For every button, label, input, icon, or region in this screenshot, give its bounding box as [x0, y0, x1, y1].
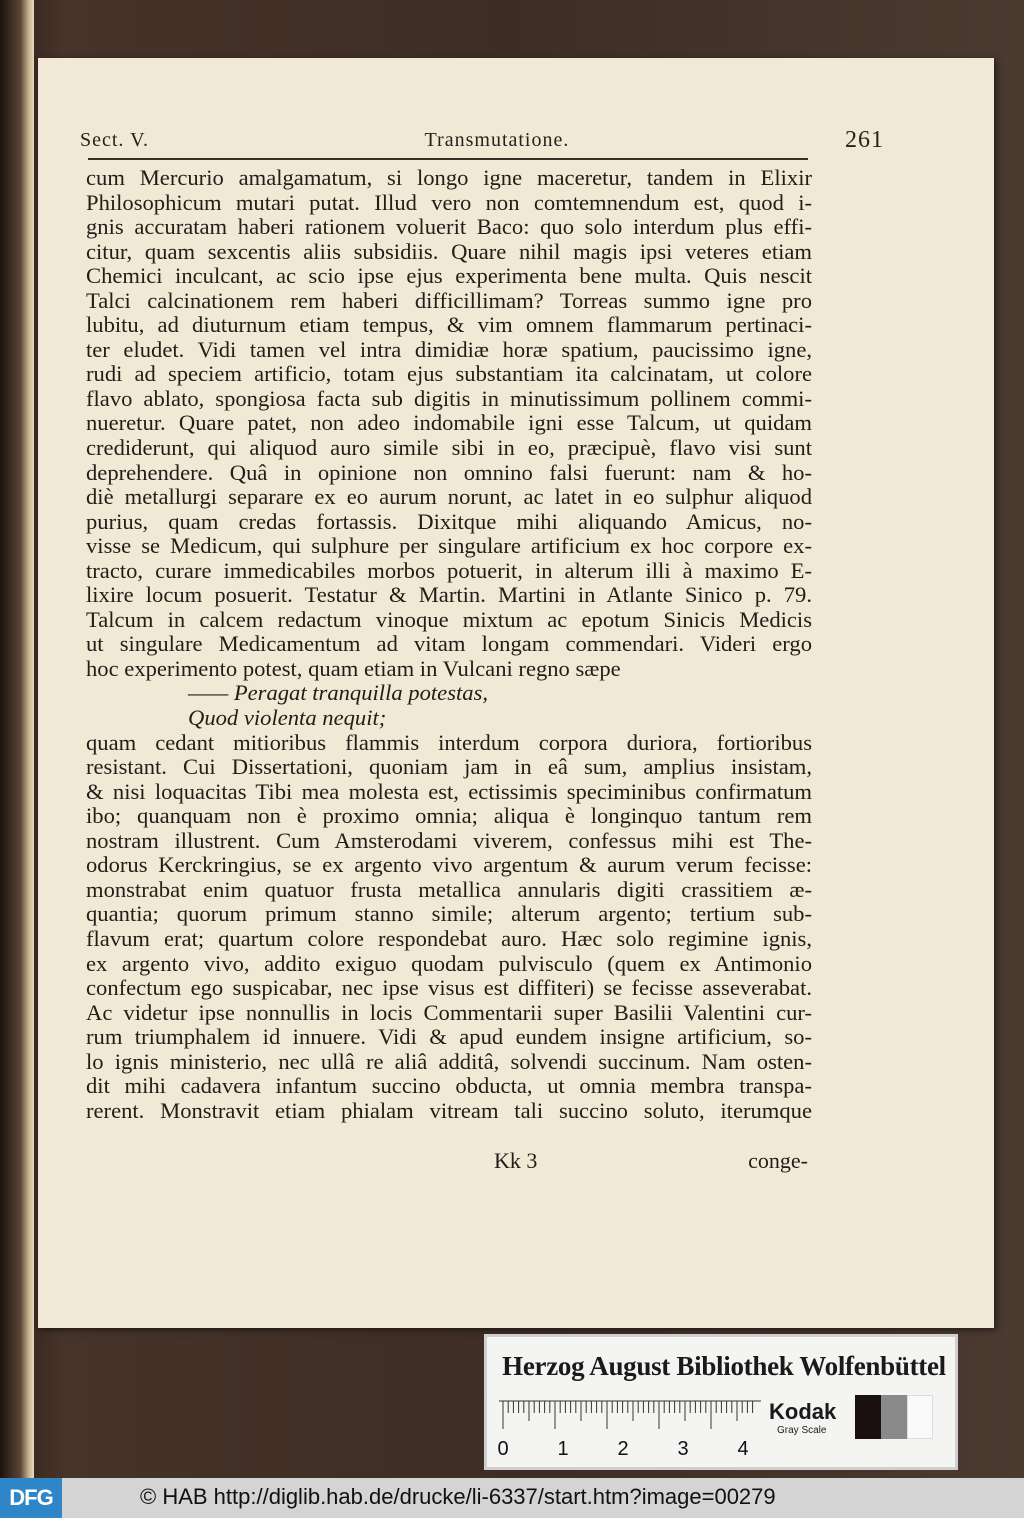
- text-line: rerent. Monstravit etiam phialam vitream tali succino soluto, iterumque: [86, 1097, 812, 1123]
- gray-patch-dark: [881, 1395, 907, 1439]
- header-title: Transmutatione.: [424, 128, 570, 151]
- text-line: visse se Medicum, qui sulphure per singulare artificium ex hoc corpore ex-: [86, 533, 812, 559]
- scale-number: 1: [557, 1438, 569, 1460]
- scale-number: 2: [617, 1438, 629, 1460]
- text-line: resistant. Cui Dissertationi, quoniam jam in eâ sum, amplius insistam,: [86, 754, 812, 780]
- text-line: Chemici inculcant, ac scio ipse ejus experimenta bene multa. Quis nescit: [86, 263, 812, 289]
- verse-line: Quod violenta nequit;: [188, 705, 387, 731]
- text-line: ibo; quanquam non è proximo omnia; aliqua è longinquo tantum rem: [86, 803, 812, 829]
- text-line: ex argento vivo, addito exiguo quodam pulvisculo (quem ex Antimonio: [86, 950, 812, 976]
- text-line: lubitu, ad diuturnum etiam tempus, & vim omnem flammarum pertinaci-: [86, 312, 812, 338]
- header-rule: [88, 158, 808, 160]
- page-footer: [86, 1148, 812, 1174]
- viewer-footer: [0, 1478, 1024, 1518]
- text-line: Philosophicum mutari putat. Illud vero non comtemnendum est, quod i-: [86, 189, 812, 215]
- library-color-plate: [484, 1334, 958, 1470]
- scale-number: 4: [737, 1438, 749, 1460]
- text-line: tracto, curare immedicabiles morbos potuerit, in alterum illi à maximo E-: [86, 557, 812, 583]
- copyright-link[interactable]: © HAB http://diglib.hab.de/drucke/li-6337/start.htm?image=00279: [140, 1484, 776, 1509]
- text-line: cum Mercurio amalgamatum, si longo igne maceretur, tandem in Elixir: [86, 165, 812, 190]
- kodak-logo: Kodak: [769, 1399, 837, 1424]
- text-line: Ac videtur ipse nonnullis in locis Commentarii super Basilii Valentini cur-: [86, 999, 812, 1025]
- text-line: nueretur. Quare patet, non adeo indomabile igni esse Talcum, ut quidam: [86, 410, 812, 436]
- gray-patch-light: [907, 1395, 933, 1439]
- text-line: flavo ablato, spongiosa facta sub digitis in minutissimum pollinem commi-: [86, 385, 812, 411]
- text-line: rum triumphalem id innuere. Vidi & apud eundem insigne artificium, so-: [86, 1024, 812, 1050]
- text-line: Talci calcinationem rem haberi difficillimam? Torreas summo igne pro: [86, 287, 812, 313]
- text-line: odorus Kerckringius, se ex argento vivo argentum & aurum verum fecisse:: [86, 852, 812, 878]
- signature-mark: Kk 3: [494, 1148, 538, 1173]
- page-number: 261: [844, 126, 884, 153]
- text-line: deprehendere. Quâ in opinione non omnino falsi fuerunt: nam & ho-: [86, 459, 812, 485]
- book-edge: [0, 0, 34, 1478]
- text-line: lixire locum posuerit. Testatur & Martin. Martini in Atlante Sinico p. 79.: [86, 582, 812, 608]
- dfg-logo[interactable]: DFG: [0, 1478, 62, 1518]
- text-line: citur, quam sexcentis aliis subsidiis. Quare nihil magis ipsi veteres etiam: [86, 238, 812, 264]
- text-line: crediderunt, qui aliquod auro simile sibi in eo, præcipuè, flavo visi sunt: [86, 435, 812, 461]
- text-line: purius, quam credas fortassis. Dixitque mihi aliquando Amicus, no-: [86, 508, 812, 534]
- ruler-scale: [499, 1397, 761, 1461]
- text-line: confectum ego suspicabar, nec ipse visus est diffiteri) se fecisse asseverabat.: [86, 975, 812, 1001]
- text-line: monstrabat enim quatuor frusta metallica annularis digiti crassitiem æ-: [86, 876, 812, 902]
- gray-patch-black: [855, 1395, 881, 1439]
- text-line: rudi ad speciem artificio, totam ejus substantiam ita calcinatam, ut colore: [86, 361, 812, 387]
- text-line: Talcum in calcem redactum vinoque mixtum ac epotum Sinicis Medicis: [86, 606, 812, 632]
- text-line: quam cedant mitioribus flammis interdum corpora duriora, fortioribus: [86, 729, 812, 755]
- library-name: Herzog August Bibliothek Wolfenbüttel: [502, 1351, 946, 1381]
- text-line: lo ignis ministerio, nec ullâ re aliâ additâ, solvendi succinum. Nam osten-: [86, 1048, 812, 1074]
- text-line: gnis accuratam haberi rationem voluerit Baco: quo solo interdum plus effi-: [86, 214, 812, 240]
- text-line: diè metallurgi separare ex eo aurum norunt, ac latet in eo sulphur aliquod: [86, 484, 812, 510]
- scale-number: 3: [677, 1438, 689, 1460]
- header-section: Sect. V.: [80, 128, 149, 151]
- text-line: dit mihi cadavera infantum succino obducta, ut omnia membra transpa-: [86, 1073, 812, 1099]
- catchword: conge-: [748, 1148, 808, 1173]
- body-text: [86, 166, 812, 1123]
- text-line: ut singulare Medicamentum ad vitam longam commendari. Videri ergo: [86, 631, 812, 657]
- kodak-subtitle: Gray Scale: [777, 1425, 827, 1436]
- scale-number: 0: [497, 1438, 509, 1460]
- text-line: & nisi loquacitas Tibi mea molesta est, ectissimis speciminibus confirmatum: [86, 778, 812, 804]
- text-line: nostram illustrent. Cum Amsterodami viverem, confessus mihi est The-: [86, 827, 812, 853]
- text-line: hoc experimento potest, quam etiam in Vulcani regno sæpe: [86, 655, 621, 681]
- running-header: [80, 120, 884, 160]
- verse-line: —— Peragat tranquilla potestas,: [188, 680, 489, 706]
- text-line: flavum erat; quartum colore respondebat auro. Hæc solo regimine ignis,: [86, 925, 812, 951]
- text-line: quantia; quorum primum stanno simile; alterum argento; tertium sub-: [86, 901, 812, 927]
- text-line: ter eludet. Vidi tamen vel intra dimidiæ horæ spatium, paucissimo igne,: [86, 336, 812, 362]
